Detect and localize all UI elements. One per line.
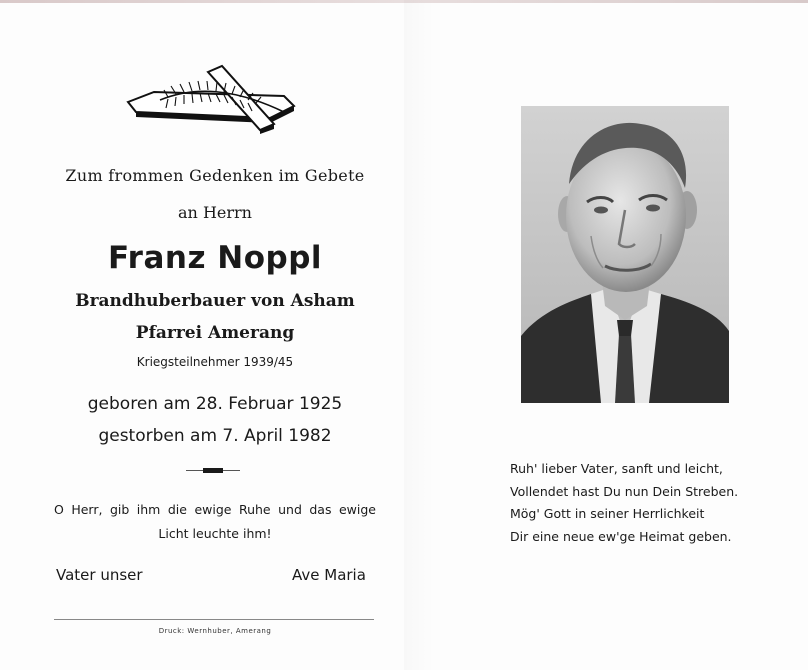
- prayer-ave-maria: Ave Maria: [292, 566, 366, 584]
- poem: [510, 458, 800, 548]
- deceased-name: Franz Noppl: [107, 240, 323, 276]
- prayer-pater-noster: Vater unser: [56, 566, 143, 584]
- poem-line: Vollendet hast Du nun Dein Streben.: [510, 483, 739, 499]
- cross-with-palm-icon: [124, 62, 302, 134]
- portrait-photo: [521, 106, 729, 403]
- divider-ornament: [203, 468, 223, 473]
- death-date: gestorben am 7. April 1982: [98, 426, 332, 446]
- prayer-text: O Herr, gib ihm die ewige Ruhe und das ewige Licht leuchte ihm!: [54, 502, 376, 541]
- birth-date: geboren am 28. Februar 1925: [87, 394, 343, 414]
- poem-line: Dir eine neue ew'ge Heimat geben.: [510, 528, 732, 544]
- war-service: Kriegsteilnehmer 1939/45: [136, 355, 294, 369]
- poem-line: Mög' Gott in seiner Herrlichkeit: [510, 506, 705, 521]
- parish: Pfarrei Amerang: [135, 323, 295, 343]
- dedication-line: Zum frommen Gedenken im Gebete: [65, 166, 365, 185]
- printer-credit: Druck: Wernhuber, Amerang: [158, 627, 272, 635]
- occupation: Brandhuberbauer von Asham: [75, 291, 355, 311]
- poem-line: Ruh' lieber Vater, sanft und leicht,: [510, 461, 723, 476]
- footer-rule: [54, 619, 374, 620]
- salutation: an Herrn: [178, 203, 252, 222]
- right-page: [430, 0, 808, 670]
